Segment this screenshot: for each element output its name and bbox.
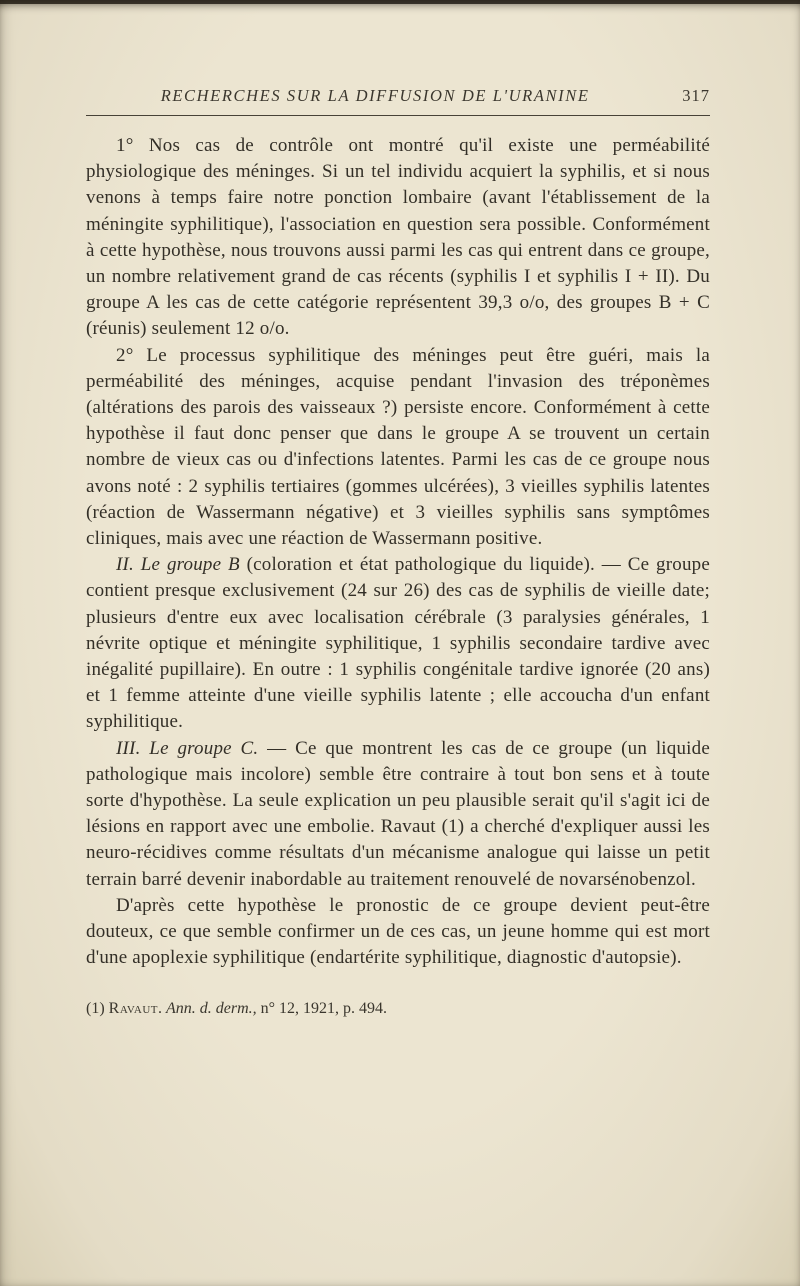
paragraph [86,736,710,893]
paragraph [86,552,710,735]
running-header-title: RECHERCHES SUR LA DIFFUSION DE L'URANINE [160,86,590,105]
header-rule [86,115,710,116]
paragraph [86,343,710,553]
text-segment: — Ce que montrent les cas de ce groupe (un liquide pathologique mais incolore) semble être contraire à tout bon sens et à toute sorte d'hypothèse. La seule explication un peu plausible serait qu'il s'agit ici de lésions en rapport avec une embolie. Ravaut (1) a cherché d'expliquer aussi les neuro-récidives comme résultats d'un mécanisme analogue qui laisse un petit terrain barré devenir inabordable au traitement renouvelé de novarsénobenzol. [86,737,710,890]
paragraph [86,893,710,972]
paragraph [86,133,710,343]
footnote [86,998,710,1020]
text-segment: (1) [86,999,109,1017]
text-segment: n° 12, 1921, p. 494. [256,999,388,1017]
text-segment: III. Le groupe C. [116,737,259,759]
text-segment: (coloration et état pathologique du liquide). — Ce groupe contient presque exclusivement (24 sur 26) des cas de syphilis de vieille date; plusieurs d'entre eux avec localisation cérébrale (3 paralysies générales, 1 névrite optique et méningite syphilitique, 1 syphilis secondaire tardive avec inégalité pupillaire). En outre : 1 syphilis congénitale tardive ignorée (20 ans) et 1 femme atteinte d'une vieille syphilis latente ; elle accoucha d'un enfant syphilitique. [86,554,710,733]
text-segment: 1° Nos cas de contrôle ont montré qu'il existe une perméabilité physiologique des méninges. Si un tel individu acquiert la syphilis, et si nous venons à temps faire notre ponction lombaire (avant l'établissement de la méningite syphilitique), l'association en question sera possible. Conformément à cette hypothèse, nous trouvons aussi parmi les cas qui entrent dans ce groupe, un nombre relativement grand de cas récents (syphilis I et syphilis I + II). Du groupe A les cas de cette catégorie représentent 39,3 o/o, des groupes B + C (réunis) seulement 12 o/o. [86,135,710,340]
text-segment: D'après cette hypothèse le pronostic de ce groupe devient peut-être douteux, ce que semble confirmer un de ces cas, un jeune homme qui est mort d'une apoplexie syphilitique (endartérite syphilitique, diagnostic d'autopsie). [86,894,710,969]
running-header [86,86,710,106]
body-text [86,133,710,972]
text-segment: Ravaut [108,999,158,1017]
text-segment: . [158,999,166,1017]
text-segment: II. Le groupe B [116,554,240,576]
page-number: 317 [682,86,710,105]
text-segment: 2° Le processus syphilitique des méninges peut être guéri, mais la perméabilité des méninges, acquise pendant l'invasion des tréponèmes (altérations des parois des vaisseaux ?) persiste encore. Conformément à cette hypothèse il faut donc penser que dans le groupe A se trouvent un certain nombre de vieux cas ou d'infections latentes. Parmi les cas de ce groupe nous avons noté : 2 syphilis tertiaires (gommes ulcérées), 3 vieilles syphilis latentes (réaction de Wassermann négative) et 3 vieilles syphilis sans symptômes cliniques, mais avec une réaction de Wassermann positive. [86,344,710,550]
text-segment: Ann. d. derm., [166,999,257,1017]
